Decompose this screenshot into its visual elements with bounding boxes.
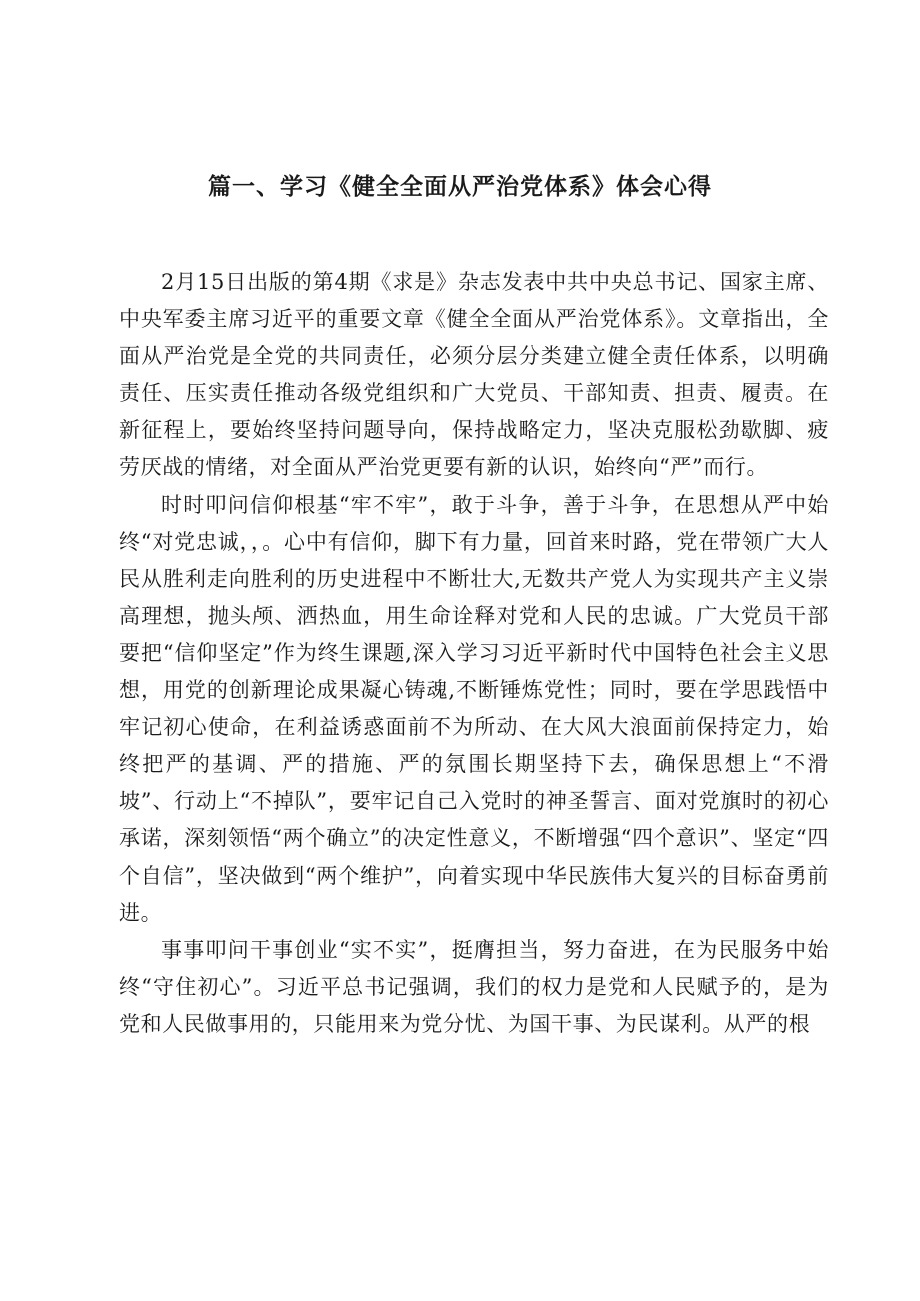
body-paragraph: 事事叩问干事创业“实不实”，挺膺担当，努力奋进，在为民服务中始终“守住初心”。习近平总书记强调，我们的权力是党和人民赋予的，是为党和人民做事用的，只能用来为党分忧、为国干事、为民谋利。从严的根 xyxy=(119,937,829,1036)
document-body xyxy=(119,264,829,1043)
body-paragraph: 2月15日出版的第4期《求是》杂志发表中共中央总书记、国家主席、中央军委主席习近平的重要文章《健全全面从严治党体系》。文章指出，全面从严治党是全党的共同责任，必须分层分类建立健全责任体系，以明确责任、压实责任推动各级党组织和广大党员、干部知责、担责、履责。在新征程上，要始终坚持问题导向，保持战略定力，坚决克服松劲歇脚、疲劳厌战的情绪，对全面从严治党更要有新的认识，始终向“严”而行。 xyxy=(119,270,829,480)
document-title: 篇一、学习《健全全面从严治党体系》体会心得 xyxy=(208,174,712,200)
body-paragraph: 时时叩问信仰根基“牢不牢”，敢于斗争，善于斗争，在思想从严中始终“对党忠诚，，。心中有信仰，脚下有力量，回首来时路，党在带领广大人民从胜利走向胜利的历史进程中不断壮大,无数共产党人为实现共产主义崇高理想，抛头颅、洒热血，用生命诠释对党和人民的忠诚。广大党员干部要把“信仰坚定”作为终生课题,深入学习习近平新时代中国特色社会主义思想，用党的创新理论成果凝心铸魂,不断锤炼党性；同时，要在学思践悟中牢记初心使命，在利益诱惑面前不为所动、在大风大浪面前保持定力，始终把严的基调、严的措施、严的氛围长期坚持下去，确保思想上“不滑坡”、行动上“不掉队”，要牢记自己入党时的神圣誓言、面对党旗时的初心承诺，深刻领悟“两个确立”的决定性意义，不断增强“四个意识”、坚定“四个自信”，坚决做到“两个维护”，向着实现中华民族伟大复兴的目标奋勇前进。 xyxy=(119,492,829,925)
